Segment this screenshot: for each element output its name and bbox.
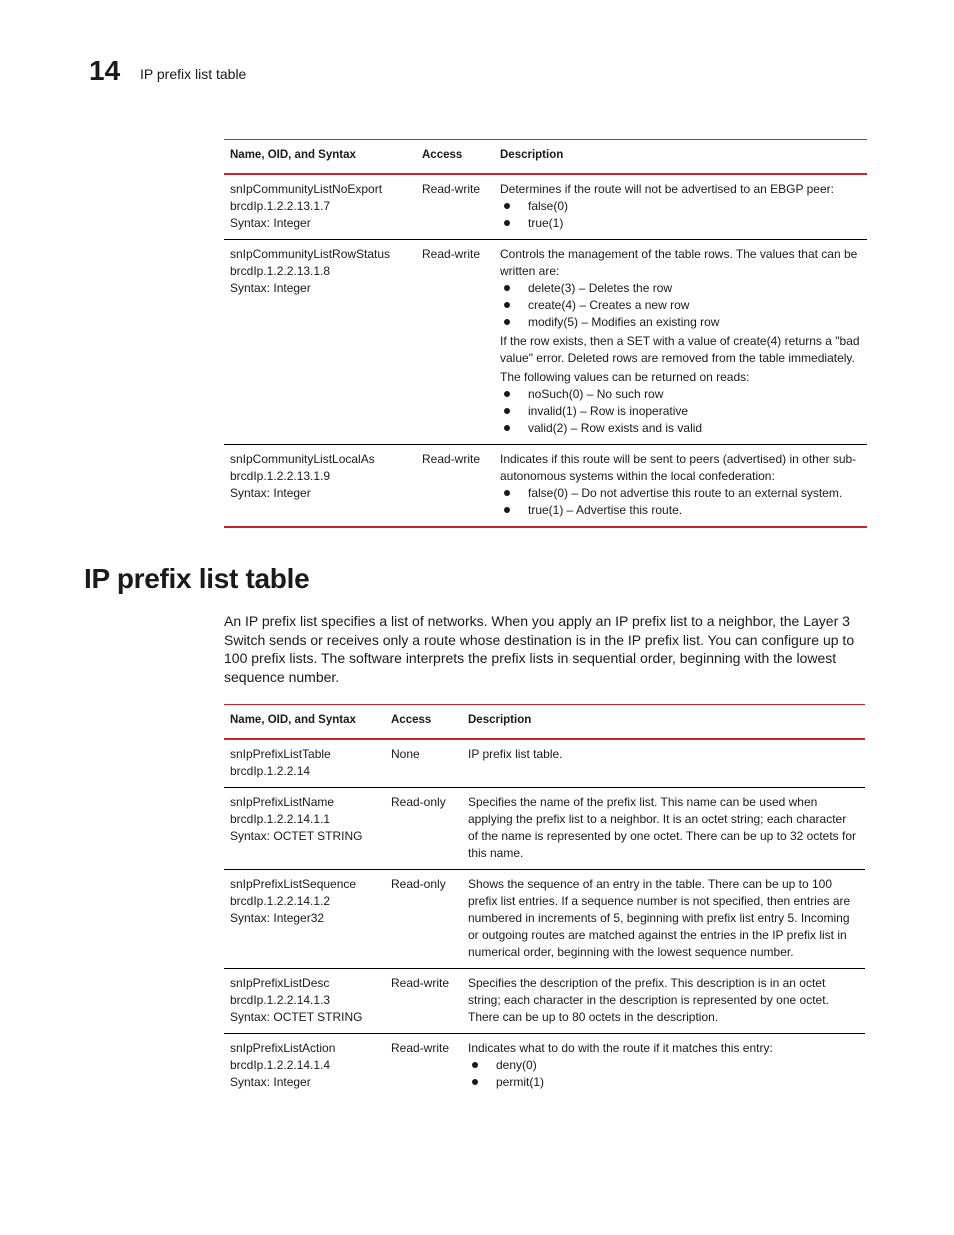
table-row	[224, 445, 867, 528]
list-item: true(1) – Advertise this route.	[500, 502, 861, 519]
column-header-description: Description	[468, 714, 532, 726]
list-item: valid(2) – Row exists and is valid	[500, 420, 861, 437]
bullet-icon	[504, 203, 510, 209]
list-item: noSuch(0) – No such row	[500, 386, 861, 403]
name-cell	[224, 739, 385, 788]
bullet-icon	[504, 391, 510, 397]
description-cell	[494, 445, 867, 528]
access-cell: Read-write	[422, 247, 481, 261]
bullet-icon	[504, 220, 510, 226]
chapter-number: 14	[89, 55, 121, 86]
object-oid: brcdIp.1.2.2.13.1.8	[230, 264, 331, 278]
list-item: invalid(1) – Row is inoperative	[500, 403, 861, 420]
table-row	[224, 174, 867, 240]
list-item: false(0) – Do not advertise this route to an external system.	[500, 485, 861, 502]
table-row	[224, 1034, 865, 1099]
table-row	[224, 969, 865, 1034]
bullet-icon	[504, 285, 510, 291]
section-title: IP prefix list table	[84, 563, 310, 594]
description-text: Determines if the route will not be advertised to an EBGP peer:	[500, 182, 834, 196]
bullet-icon	[504, 425, 510, 431]
object-name: snIpCommunityListLocalAs	[230, 452, 375, 466]
list-item: permit(1)	[468, 1074, 859, 1091]
name-cell	[224, 240, 416, 445]
object-oid: brcdIp.1.2.2.14.1.2	[230, 894, 331, 908]
access-cell: Read-only	[391, 795, 446, 809]
name-cell	[224, 870, 385, 969]
list-item: delete(3) – Deletes the row	[500, 280, 861, 297]
description-cell: IP prefix list table.	[468, 747, 563, 761]
object-oid: brcdIp.1.2.2.14.1.4	[230, 1058, 331, 1072]
name-cell	[224, 1034, 385, 1099]
community-list-table	[224, 139, 867, 528]
object-syntax: Syntax: OCTET STRING	[230, 1010, 363, 1024]
description-cell	[494, 240, 867, 445]
table-row	[224, 788, 865, 870]
object-syntax: Syntax: Integer	[230, 281, 311, 295]
bullet-icon	[504, 408, 510, 414]
description-cell	[494, 174, 867, 240]
section-intro: An IP prefix list specifies a list of networks. When you apply an IP prefix list to a neighbor, the Layer 3 Switch sends or receives only a route whose destination is in the IP prefix list. You can configure up to 100 prefix lists. The software interprets the prefix lists in sequential order, beginning with the lowest sequence number.	[224, 613, 855, 686]
column-header-access: Access	[422, 149, 463, 161]
object-oid: brcdIp.1.2.2.14.1.3	[230, 993, 331, 1007]
object-name: snIpPrefixListDesc	[230, 976, 330, 990]
object-name: snIpPrefixListTable	[230, 747, 331, 761]
description-text: Controls the management of the table rows. The values that can be written are:	[500, 247, 858, 278]
description-cell: Shows the sequence of an entry in the table. There can be up to 100 prefix list entries. If a sequence number is not specified, then entries are numbered in increments of 5, beginning with prefix list entry 5. Incoming or outgoing routes are matched against the entries in the IP prefix list in numerical order, beginning with the lowest sequence number.	[468, 877, 851, 959]
object-syntax: Syntax: Integer	[230, 486, 311, 500]
access-cell: Read-write	[422, 182, 481, 196]
table-header-row	[224, 140, 867, 175]
table-row	[224, 870, 865, 969]
table-header-row	[224, 705, 865, 740]
bullet-icon	[504, 302, 510, 308]
table-row	[224, 240, 867, 445]
list-item: true(1)	[500, 215, 861, 232]
access-cell: Read-write	[422, 452, 481, 466]
bullet-icon	[504, 507, 510, 513]
prefix-list-table	[224, 704, 865, 1098]
chapter-title: IP prefix list table	[140, 66, 247, 82]
bullet-list	[500, 485, 861, 519]
bullet-icon	[504, 490, 510, 496]
object-oid: brcdIp.1.2.2.13.1.9	[230, 469, 331, 483]
object-name: snIpPrefixListName	[230, 795, 335, 809]
description-cell: Specifies the description of the prefix. This description is in an octet string; each character in the description is represented by one octet. There can be up to 80 octets in the description.	[468, 976, 829, 1024]
list-item: modify(5) – Modifies an existing row	[500, 314, 861, 331]
list-item: deny(0)	[468, 1057, 859, 1074]
description-cell	[462, 1034, 865, 1099]
object-oid: brcdIp.1.2.2.13.1.7	[230, 199, 331, 213]
access-cell: Read-write	[391, 1041, 450, 1055]
column-header-name: Name, OID, and Syntax	[230, 714, 356, 726]
bullet-list	[500, 198, 861, 232]
object-oid: brcdIp.1.2.2.14	[230, 764, 311, 778]
column-header-access: Access	[391, 714, 432, 726]
object-name: snIpPrefixListAction	[230, 1041, 336, 1055]
access-cell: Read-only	[391, 877, 446, 891]
bullet-icon	[472, 1062, 478, 1068]
list-item: create(4) – Creates a new row	[500, 297, 861, 314]
bullet-list	[500, 386, 861, 437]
name-cell	[224, 969, 385, 1034]
object-name: snIpCommunityListNoExport	[230, 182, 383, 196]
bullet-icon	[504, 319, 510, 325]
bullet-icon	[472, 1079, 478, 1085]
name-cell	[224, 788, 385, 870]
object-name: snIpCommunityListRowStatus	[230, 247, 391, 261]
description-cell: Specifies the name of the prefix list. This name can be used when applying the prefix list to a neighbor. It is an octet string; each character of the name is represented by one octet. There can be up to 32 octets for this name.	[468, 795, 857, 860]
object-syntax: Syntax: OCTET STRING	[230, 829, 363, 843]
name-cell	[224, 445, 416, 528]
description-text: Indicates if this route will be sent to peers (advertised) in other sub-autonomous systems within the local confederation:	[500, 452, 857, 483]
bullet-list	[500, 280, 861, 331]
access-cell: Read-write	[391, 976, 450, 990]
object-syntax: Syntax: Integer	[230, 216, 311, 230]
description-text: The following values can be returned on reads:	[500, 370, 750, 384]
object-name: snIpPrefixListSequence	[230, 877, 357, 891]
object-syntax: Syntax: Integer	[230, 1075, 311, 1089]
bullet-list	[468, 1057, 859, 1091]
access-cell: None	[391, 747, 420, 761]
name-cell	[224, 174, 416, 240]
list-item: false(0)	[500, 198, 861, 215]
column-header-name: Name, OID, and Syntax	[230, 149, 356, 161]
description-text: If the row exists, then a SET with a value of create(4) returns a "bad value" error. Deleted rows are removed from the table immediately.	[500, 334, 860, 365]
column-header-description: Description	[500, 149, 564, 161]
table-row	[224, 739, 865, 788]
object-syntax: Syntax: Integer32	[230, 911, 325, 925]
object-oid: brcdIp.1.2.2.14.1.1	[230, 812, 331, 826]
description-text: Indicates what to do with the route if it matches this entry:	[468, 1041, 773, 1055]
